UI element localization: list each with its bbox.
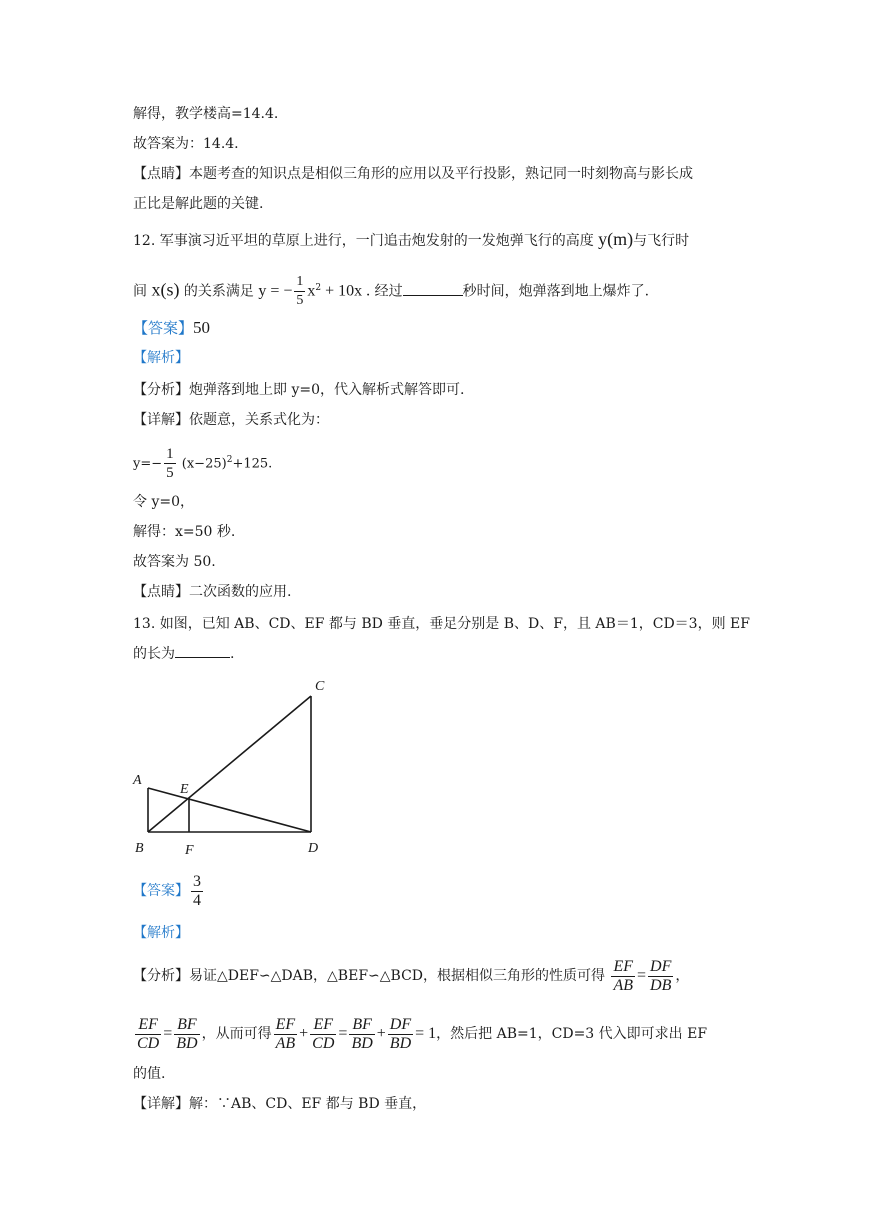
q12-text: 12. 军事演习近平坦的草原上进行，一门追击炮发射的一发炮弹飞行的高度 [133, 233, 594, 249]
label-d: D [308, 841, 319, 856]
frac-num: BF [174, 1016, 199, 1035]
question-13-line-1: 13. 如图，已知 AB、CD、EF 都与 BD 垂直，垂足分别是 B、D、F，且 AB＝1，CD＝3，则 EF [133, 616, 750, 632]
frac-df-db [648, 958, 673, 995]
q12-after: 经过 [374, 283, 403, 300]
frac-den: BD [176, 1034, 198, 1052]
frac-num: EF [310, 1016, 336, 1035]
frac-den: AB [275, 1034, 296, 1052]
text-line-1: 解得，教学楼高=14.4. [133, 106, 279, 122]
frac-den: AB [613, 976, 634, 994]
answer-13-fraction [191, 873, 203, 910]
answer-13-den: 4 [193, 891, 201, 909]
q12-math-xs: x(s) [151, 279, 180, 300]
eq12-num: 1 [166, 446, 174, 463]
frac-den: CD [137, 1034, 160, 1052]
eq-one: = 1 [415, 1025, 437, 1042]
q12-frac-den: 5 [296, 293, 304, 309]
answer-13-num: 3 [193, 872, 201, 890]
tag-dianjing-12: 【点睛】 [133, 584, 189, 600]
label-f: F [185, 843, 194, 858]
label-e: E [180, 782, 189, 797]
eq12-den: 5 [166, 465, 174, 482]
analysis-12 [133, 380, 464, 400]
segment-bc [148, 696, 311, 832]
detail-13 [133, 1094, 426, 1114]
tag-answer-13: 【答案】 [133, 883, 189, 899]
dianjing-12-text: 二次函数的应用. [189, 584, 292, 600]
equation-12 [133, 438, 272, 486]
q12-answer-blank [403, 281, 463, 296]
tag-answer: 【答案】 [133, 319, 194, 337]
frac-num: DF [389, 1015, 412, 1033]
label-c: C [315, 679, 325, 694]
question-12-line-1 [133, 229, 689, 251]
fenxi-13-tail: ，然后把 AB=1，CD=3 代入即可求出 EF [436, 1026, 708, 1042]
q12-fraction [294, 273, 305, 310]
text-line-3 [133, 164, 693, 184]
eq12-pre: y=− [133, 456, 163, 472]
text-line-4: 正比是解此题的关键. [133, 196, 264, 212]
label-b: B [135, 841, 144, 856]
q12-eq-x: x [307, 282, 316, 300]
frac-ef-cd-2 [310, 1016, 336, 1053]
frac-den: CD [312, 1034, 335, 1052]
analysis-13-line-2: $\frac{EF}{CD}$ = $\frac{BF}{BD}$ ，从而可得 $\frac{EF}{AB}$ + $\frac{EF}{CD}$ = $\frac{BF}{BD}$ + $\frac{DF}{BD}$ = 1，然后把 AB=1，CD=3 代入即可求出 EF [137, 1015, 708, 1052]
dianjing-12 [133, 582, 291, 602]
q13-pre: 的长为 [133, 646, 175, 662]
text-gudaan: 故答案为 50. [133, 554, 216, 570]
eq12-sup: 2 [226, 455, 233, 465]
frac-ef-cd [135, 1016, 161, 1053]
frac-num: BF [349, 1016, 374, 1035]
q12-frac-num: 1 [294, 273, 305, 292]
text-ling: 令 y=0， [133, 494, 194, 510]
q12-eq-tail: + 10x . [321, 282, 371, 300]
answer-12 [133, 318, 210, 338]
tag-xiangjie: 【详解】 [133, 412, 189, 428]
frac-ef-ab-2 [274, 1016, 298, 1053]
detail-12 [133, 410, 329, 430]
xiangjie-13-text: 解：∵AB、CD、EF 都与 BD 垂直， [189, 1096, 427, 1112]
tag-xiangjie-13: 【详解】 [133, 1096, 189, 1112]
frac-num: DF [650, 957, 672, 975]
frac-den: DB [650, 976, 672, 994]
eq12-post: (x−25) [181, 456, 227, 472]
answer-12-value: 50 [193, 318, 211, 337]
segment-ad [148, 788, 311, 832]
dianjing-text: 本题考查的知识点是相似三角形的应用以及平行投影，熟记同一时刻物高与影长成 [189, 166, 693, 182]
q12-sup: 2 [315, 283, 322, 293]
label-a: A [133, 773, 142, 788]
frac-den: BD [389, 1034, 412, 1052]
frac-num: EF [135, 1016, 161, 1035]
fenxi-13-mid: ，从而可得 [201, 1026, 272, 1042]
text-jiede: 解得：x=50 秒. [133, 524, 236, 540]
text-line-2: 故答案为：14.4. [133, 136, 239, 152]
frac-bf-bd [174, 1016, 199, 1053]
frac-num: EF [613, 957, 634, 975]
tag-fenxi-13: 【分析】 [133, 968, 189, 984]
tag-fenxi: 【分析】 [133, 382, 189, 398]
frac-df-bd [388, 1016, 413, 1053]
eq12-fraction [164, 445, 176, 482]
frac-num: EF [275, 1015, 296, 1033]
frac-den: BD [351, 1034, 373, 1052]
q12-mid: 的关系满足 [183, 283, 254, 300]
fenxi-13-text: 易证△DEF∽△DAB，△BEF∽△BCD，根据相似三角形的性质可得 [189, 968, 606, 984]
tag-jiexi-13: 【解析】 [133, 925, 189, 941]
q12-end: 秒时间，炮弹落到地上爆炸了. [462, 283, 650, 300]
q12-math-ym: y(m) [598, 229, 634, 249]
frac-ef-ab [611, 958, 635, 995]
q12-pre: 间 [133, 283, 147, 300]
q13-end: . [230, 646, 235, 662]
analysis-13-line-1: 【分析】易证△DEF∽△DAB，△BEF∽△BCD，根据相似三角形的性质可得 $\frac{EF}{AB}$ = $\frac{DF}{DB}$ ， [133, 957, 690, 994]
answer-13 [133, 868, 205, 914]
q12-eq-pre: y = − [258, 282, 293, 300]
analysis-13-line-3: 的值. [133, 1066, 166, 1082]
xiangjie-12-text: 依题意，关系式化为： [189, 412, 329, 428]
geometry-figure [125, 670, 345, 865]
q12-text-end: 与飞行时 [633, 233, 690, 249]
tag-jiexi-12: 【解析】 [133, 350, 189, 366]
frac-bf-bd-2 [349, 1016, 374, 1053]
question-12-line-2 [133, 266, 649, 314]
question-13-line-2 [133, 643, 234, 664]
tag-dianjing: 【点睛】 [133, 166, 189, 182]
fenxi-12-text: 炮弹落到地上即 y=0，代入解析式解答即可. [189, 382, 465, 398]
eq12-tail: +125. [232, 456, 273, 472]
q13-answer-blank [175, 643, 230, 658]
